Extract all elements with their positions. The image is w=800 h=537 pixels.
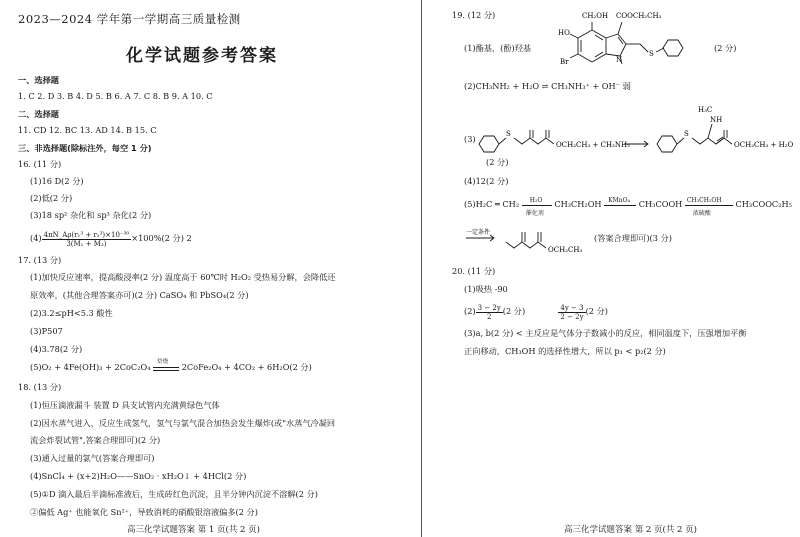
ch2oh-group: CH₂OH [582,12,609,20]
question-18-heading: 18. (13 分) [18,382,62,392]
q18-part-4: (4)SnCl₄ + (x+2)H₂O——SnO₂ · xH₂O↓ + 4HCl(2 分) [30,471,247,481]
q20-part-1: (1)吸热 -90 [464,284,508,294]
q19-part-1-score: (2 分) [714,43,737,53]
q18-part-1: (1)恒压滴液漏斗 装置 D 具支试管内充满黄绿色气体 [30,400,220,410]
esterification-arrow: CH₃CH₂OH 浓硫酸 [685,205,733,206]
hydration-arrow: H₂O 催化剂 [522,205,552,206]
page-footer-1: 高三化学试题答案 第 1 页(共 2 页) [127,525,260,535]
sulfur-atom: S [649,50,654,58]
q17-part-1-line-2: 原效率，(其他合理答案亦可)(2 分) CaSO₄ 和 PbSO₄(2 分) [30,290,249,300]
question-16-heading: 16. (11 分) [18,159,62,169]
question-19-heading: 19. (12 分) [452,10,496,20]
q19-part-5-route: (5)H₂C ═ CH₂ H₂O 催化剂 CH₃CH₂OH KMnO₄ CH₃COOH CH₃CH₂OH 浓硫酸 CH₃COOC₂H₅ [464,196,792,217]
ethoxy-group: OCH₂CH₃ [548,246,583,254]
question-20-heading: 20. (11 分) [452,266,496,276]
q19-part-3-score: (2 分) [486,157,509,167]
q19-part-5-score: (答案合理即可)(3 分) [594,233,672,243]
condition-label: 一定条件 [466,229,491,236]
q18-part-3: (3)通入过量的氯气(答案合理即可) [30,453,155,463]
fraction-1: $\frac{3 - 2y}{2}$ [477,303,501,321]
section-heading-open: 三、非选择题(除标注外，每空 1 分) [18,143,152,153]
roast-arrow: 焙烧 [153,366,179,371]
methyl-group: H₃C [698,106,713,114]
q19-part-4: (4)12(2 分) [464,176,509,186]
q19-part-1: (1)酯基，(酚)羟基 [464,43,532,53]
q19-reaction-scheme [476,100,796,156]
hydroxyl-group: HO [558,29,570,37]
q20-part-3-line-2: 正向移动，CH₃OH 的选择性增大，所以 p₁ < p₂(2 分) [464,346,666,356]
q19-indole-structure [558,4,738,76]
density-fraction: $\frac{\text{4πN\_Aρ(r₁³ + r₂³)×10⁻³⁰}}{\text{3(M₁ + M₂)}}$ [43,230,130,248]
q18-part-2-line-2: 流会炸裂试管",答案合理即可)(2 分) [30,435,161,445]
q18-part-5: (5)①D 滴入最后半滴标准液后，生成砖红色沉淀，且半分钟内沉淀不溶解(2 分) [30,489,318,499]
ester-group: COOCH₂CH₃ [616,12,662,20]
choice-answers-11-15: 11. CD 12. BC 13. AD 14. B 15. C [18,125,157,135]
q20-part-3-line-1: (3)a, b(2 分) < 主反应是气体分子数减小的反应，相同温度下，压强增加平衡 [464,328,747,338]
q17-part-3: (3)P507 [30,326,63,336]
product-tail: OCH₂CH₃ + H₂O [734,141,794,149]
page-footer-2: 高三化学试题答案 第 2 页(共 2 页) [564,525,697,535]
nitrogen-atom: N [616,56,623,64]
q18-part-6: ②偏低 Ag⁺ 也能氧化 Sn²⁺，导致消耗的硝酸银溶液偏多(2 分) [30,507,258,517]
q18-part-2-line-1: (2)因水蒸气进入，反应生成氢气，氢气与氯气混合加热会发生爆炸(或"水蒸气冷凝回 [30,418,336,428]
q16-4-tail: ×100%(2 分) 2 [131,233,192,243]
q16-part-2: (2)低(2 分) [30,193,73,203]
q16-part-1: (1)16 D(2 分) [30,176,84,186]
exam-title: 2023—2024 学年第一学期高三质量检测 [18,12,241,26]
question-17-heading: 17. (13 分) [18,255,62,265]
sulfur-product: S [684,130,689,138]
q17-part-1-line-1: (1)加快反应速率，提高酸浸率(2 分) 温度高于 60℃时 H₂O₂ 受热易分解，会降低还 [30,272,336,282]
q19-part-3-label: (3) [464,134,476,144]
amine-group: NH [710,116,723,124]
section-heading-choice: 一、选择题 [18,75,59,85]
reactant-tail: OCH₂CH₃ + CH₃NH₂ [556,141,630,149]
sulfur-reactant: S [506,130,511,138]
oxidation-arrow: KMnO₄ [604,205,636,206]
q17-part-5: (5)O₂ + 4Fe(OH)₃ + 2CoC₂O₄ 焙烧 2CoFe₂O₄ + 4CO₂ + 6H₂O(2 分) [30,358,312,372]
q20-part-2: (2) $\frac{3 - 2y}{2}$ (2 分) $\frac{4y - 3}{2 - 2y}$ (2 分) [464,303,608,321]
q16-4-label: (4) [30,233,42,243]
q17-part-2: (2)3.2≤pH<5.3 酸性 [30,308,113,318]
q17-part-4: (4)3.78(2 分) [30,344,83,354]
q16-part-4 [30,227,192,249]
fraction-2: $\frac{4y - 3}{2 - 2y}$ [560,303,584,321]
section-heading-multi-choice: 二、选择题 [18,109,59,119]
choice-answers-1-10: 1. C 2. D 3. B 4. D 5. B 6. A 7. C 8. B 9. A 10. C [18,91,213,101]
page-divider [421,0,422,537]
bromine-atom: Br [560,58,569,66]
q16-part-3: (3)18 sp² 杂化和 sp³ 杂化(2 分) [30,210,152,220]
answer-page-2 [430,0,800,537]
q19-part-2: (2)CH₃NH₂ + H₂O ⇌ CH₃NH₃⁺ + OH⁻ 弱 [464,81,631,91]
document-title: 化学试题参考答案 [126,46,278,66]
